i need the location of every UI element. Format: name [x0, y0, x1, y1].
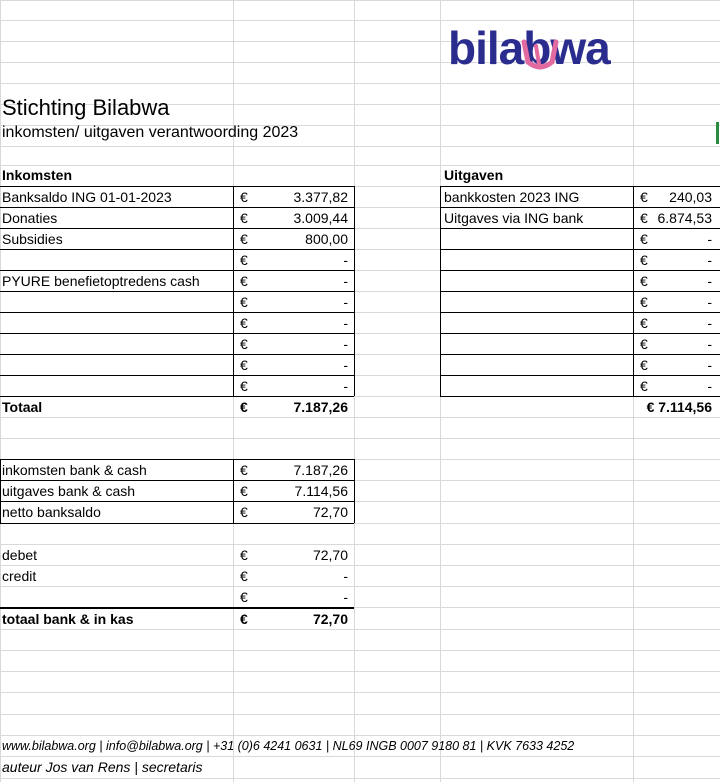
income-row-label: Donaties [2, 210, 58, 226]
income-row-amount: - [343, 378, 348, 394]
logo-graphic [446, 20, 636, 74]
currency-symbol: € [240, 210, 248, 226]
grid-row-line [0, 544, 720, 545]
currency-symbol: € [240, 504, 248, 520]
expenses-total-amount: € 7.114,56 [646, 399, 712, 415]
grid-row-line [0, 778, 720, 779]
cell-border [440, 186, 441, 396]
footer-contact: www.bilabwa.org | info@bilabwa.org | +31 (0)6 4241 0631 | NL69 INGB 0007 9180 81 | KVK 7633 4252 [2, 739, 575, 753]
income-row-amount: 3.009,44 [293, 210, 348, 226]
balance-row-label: credit [2, 568, 37, 584]
grid-row-line [0, 565, 720, 566]
summary-row-amount: 7.187,26 [293, 462, 348, 478]
currency-symbol: € [640, 315, 648, 331]
grid-row-line [0, 671, 720, 672]
cell-border [0, 459, 1, 523]
footer-author: auteur Jos van Rens | secretaris [2, 759, 203, 775]
expense-row-amount: 6.874,53 [657, 210, 712, 226]
grid-row-line [0, 146, 720, 147]
cell-border [354, 186, 355, 396]
currency-symbol: € [640, 210, 648, 226]
grid-row-line [0, 650, 720, 651]
summary-row-amount: 7.114,56 [294, 483, 348, 499]
currency-symbol: € [240, 252, 248, 268]
balance-row-amount: 72,70 [312, 547, 348, 563]
income-row-label: Subsidies [2, 231, 63, 247]
bilabwa-logo [446, 20, 636, 74]
currency-symbol: € [640, 231, 648, 247]
balance-row-amount: - [343, 568, 348, 584]
currency-symbol: € [240, 231, 248, 247]
income-total-label: Totaal [2, 399, 43, 415]
grid-row-line [0, 438, 720, 439]
currency-symbol: € [240, 189, 248, 205]
currency-symbol: € [640, 294, 648, 310]
currency-symbol: € [240, 378, 248, 394]
expense-row-amount: - [707, 378, 712, 394]
grid-row-line [0, 0, 720, 1]
cell-border [633, 186, 634, 396]
expense-row-label: bankkosten 2023 ING [444, 189, 580, 205]
expense-row-amount: - [707, 252, 712, 268]
income-row-amount: - [343, 357, 348, 373]
expenses-heading: Uitgaven [444, 167, 504, 183]
currency-symbol: € [640, 336, 648, 352]
cell-border [233, 186, 234, 396]
summary-row-label: inkomsten bank & cash [2, 462, 147, 478]
logo-text: bilabwa [448, 22, 610, 74]
expense-row-amount: - [707, 336, 712, 352]
currency-symbol: € [640, 189, 648, 205]
currency-symbol: € [240, 483, 248, 499]
page-title: Stichting Bilabwa [2, 95, 170, 120]
currency-symbol: € [240, 568, 248, 584]
currency-symbol: € [640, 273, 648, 289]
expense-row-amount: - [707, 357, 712, 373]
grid-row-line [0, 165, 720, 166]
grid-row-line [0, 629, 720, 630]
income-row-amount: - [343, 294, 348, 310]
income-row-amount: 800,00 [305, 231, 348, 247]
expense-row-amount: 240,03 [669, 189, 712, 205]
page-subtitle: inkomsten/ uitgaven verantwoording 2023 [2, 124, 299, 141]
currency-symbol: € [240, 399, 248, 415]
grid-row-line [0, 714, 720, 715]
expense-row-amount: - [707, 231, 712, 247]
currency-symbol: € [240, 294, 248, 310]
currency-symbol: € [240, 336, 248, 352]
expense-row-amount: - [707, 294, 712, 310]
summary-row-label: uitgaves bank & cash [2, 483, 136, 499]
cell-border [354, 459, 355, 523]
income-row-amount: - [343, 252, 348, 268]
grid-row-line [0, 417, 720, 418]
income-row-amount: - [343, 336, 348, 352]
income-row-label: PYURE benefietoptredens cash [2, 273, 200, 289]
currency-symbol: € [240, 315, 248, 331]
currency-symbol: € [240, 611, 248, 627]
expense-row-amount: - [707, 315, 712, 331]
currency-symbol: € [240, 273, 248, 289]
cell-border [0, 523, 354, 524]
currency-symbol: € [640, 378, 648, 394]
expense-row-label: Uitgaves via ING bank [444, 210, 584, 226]
grid-row-line [0, 692, 720, 693]
balance-total-amount: 72,70 [312, 611, 348, 627]
currency-symbol: € [640, 252, 648, 268]
currency-symbol: € [240, 547, 248, 563]
cell-border [233, 459, 234, 523]
currency-symbol: € [240, 589, 248, 605]
income-row-amount: - [343, 315, 348, 331]
summary-row-label: netto banksaldo [2, 504, 101, 520]
expense-row-amount: - [707, 273, 712, 289]
cell-cursor [716, 122, 719, 144]
balance-row-amount: - [343, 589, 348, 605]
balance-row-label: debet [2, 547, 38, 563]
income-row-amount: - [343, 273, 348, 289]
balance-total-label: totaal bank & in kas [2, 611, 134, 627]
grid-column-line [0, 0, 1, 782]
grid-row-line [0, 83, 720, 84]
income-total-amount: 7.187,26 [293, 399, 348, 415]
summary-row-amount: 72,70 [312, 504, 348, 520]
currency-symbol: € [640, 357, 648, 373]
currency-symbol: € [240, 357, 248, 373]
income-heading: Inkomsten [2, 167, 73, 183]
currency-symbol: € [240, 462, 248, 478]
grid-row-line [0, 586, 720, 587]
income-row-label: Banksaldo ING 01-01-2023 [2, 189, 172, 205]
income-row-amount: 3.377,82 [293, 189, 348, 205]
